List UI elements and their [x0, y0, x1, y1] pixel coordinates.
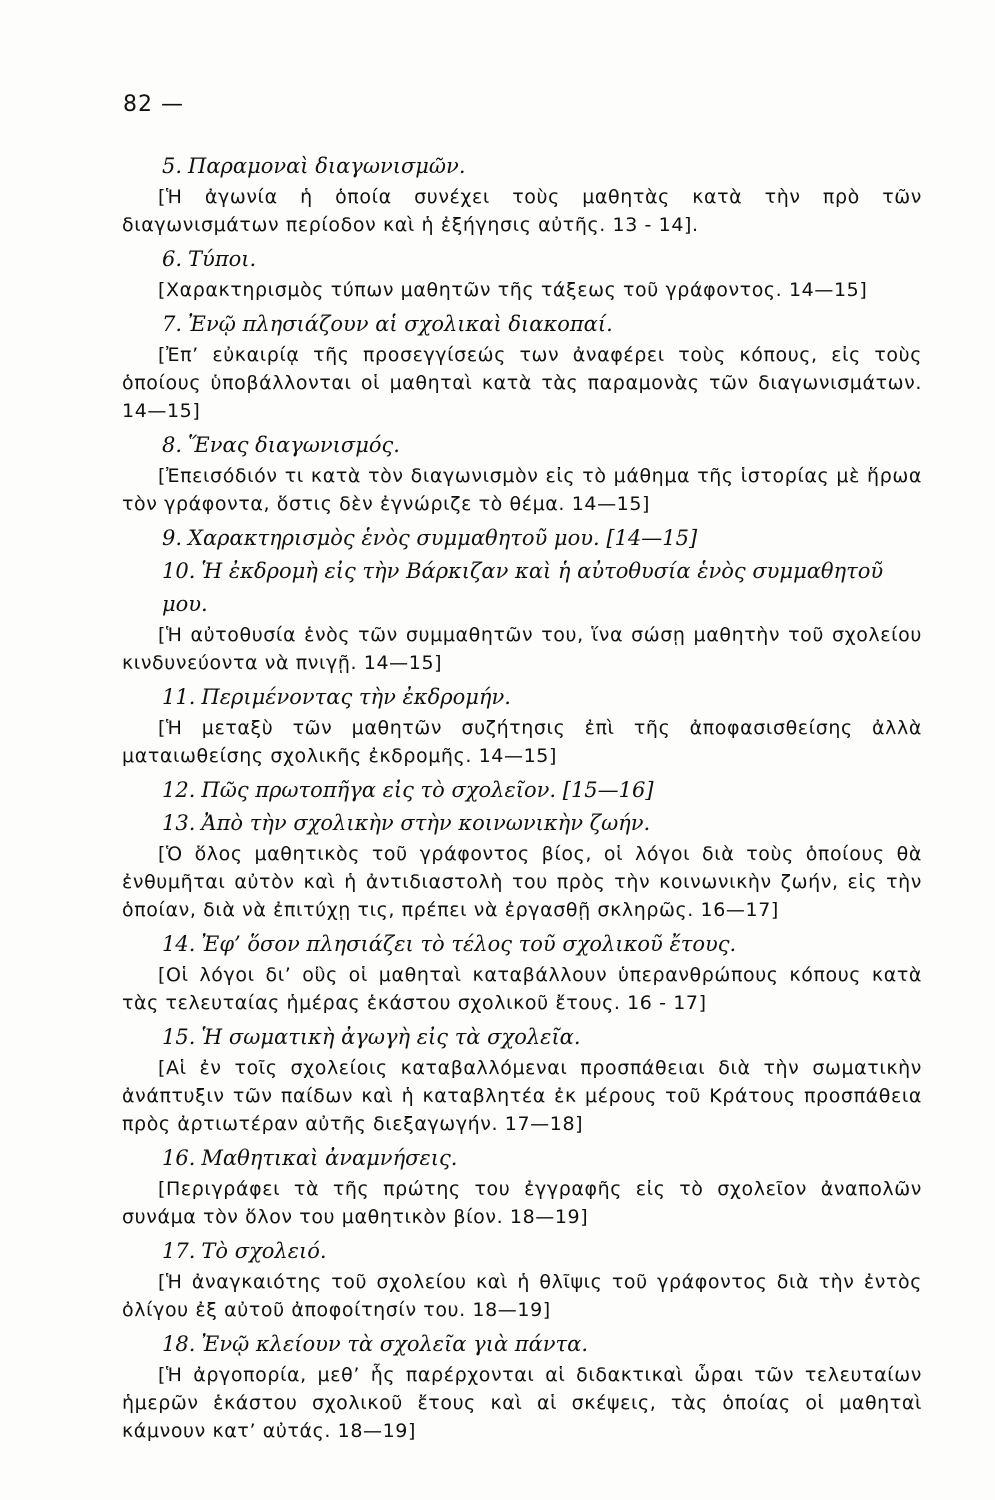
- entry-number: 5.: [162, 154, 183, 178]
- entry-item: [122, 807, 922, 924]
- entry-item: [122, 429, 922, 518]
- entry-summary: [Οἱ λόγοι δι’ οὓς οἱ μαθηταὶ καταβάλλουν ὑπερανθρώπους κόπους κατὰ τὰς τελευταίας ἡμέρας ἑκάστου σχολικοῦ ἔτους. 16 - 17]: [122, 964, 922, 1014]
- entry-item: [122, 555, 922, 677]
- entry-title-text: Ἡ ἐκδρομὴ εἰς τὴν Βάρκιζαν καὶ ἡ αὐτοθυσία ἑνὸς συμμαθητοῦ μου.: [162, 559, 884, 616]
- page-number: 82 —: [123, 92, 184, 117]
- entry-title: [122, 807, 922, 840]
- entry-list: [122, 150, 922, 1449]
- entry-title-text: Ἐνῷ πλησιάζουν αἱ σχολικαὶ διακοπαί.: [188, 312, 613, 336]
- entry-title: [122, 429, 922, 462]
- entry-number: 16.: [162, 1146, 196, 1170]
- entry-summary: [Χαρακτηρισμὸς τύπων μαθητῶν τῆς τάξεως τοῦ γράφοντος. 14—15]: [158, 279, 868, 301]
- entry-title-text: Ἡ σωματικὴ ἀγωγὴ εἰς τὰ σχολεῖα.: [201, 1025, 581, 1049]
- entry-title: [122, 1235, 922, 1268]
- entry-item: [122, 308, 922, 425]
- entry-number: 7.: [162, 312, 183, 336]
- entry-summary: [Ἐπ’ εὐκαιρίᾳ τῆς προσεγγίσεώς των ἀναφέρει τοὺς κόπους, εἰς τοὺς ὁποίους ὑποβάλλονται οἱ μαθηταὶ κατὰ τὰς παραμονὰς τῶν διαγωνισμάτων. 14—15]: [122, 344, 922, 422]
- entry-summary: [Αἱ ἐν τοῖς σχολείοις καταβαλλόμεναι προσπάθειαι διὰ τὴν σωματικὴν ἀνάπτυξιν τῶν παίδων καὶ ἡ καταβλητέα ἐκ μέρους τοῦ Κράτους προσπάθεια πρὸς ἀρτιωτέραν αὐτῆς διεξαγωγήν. 17—18]: [122, 1057, 922, 1135]
- entry-number: 9.: [162, 526, 183, 550]
- entry-item: [122, 150, 922, 239]
- entry-item: [122, 1021, 922, 1138]
- entry-title-text: Παραμοναὶ διαγωνισμῶν.: [188, 154, 466, 178]
- entry-title-text: Μαθητικαὶ ἀναμνήσεις.: [201, 1146, 458, 1170]
- entry-number: 6.: [162, 247, 183, 271]
- entry-title: [122, 681, 922, 714]
- entry-title: [122, 928, 922, 961]
- entry-summary: [Ἡ ἀγωνία ἡ ὁποία συνέχει τοὺς μαθητὰς κατὰ τὴν πρὸ τῶν διαγωνισμάτων περίοδον καὶ ἡ ἐξήγησις αὐτῆς. 13 - 14].: [122, 186, 922, 236]
- entry-number: 13.: [162, 811, 196, 835]
- entry-title: [122, 243, 922, 276]
- entry-title: [122, 522, 922, 555]
- entry-item: [122, 681, 922, 770]
- entry-title-text: Ἀπὸ τὴν σχολικὴν στὴν κοινωνικὴν ζωήν.: [201, 811, 651, 835]
- entry-number: 11.: [162, 685, 196, 709]
- entry-summary: [Περιγράφει τὰ τῆς πρώτης του ἐγγραφῆς εἰς τὸ σχολεῖον ἀναπολῶν συνάμα τὸν ὅλον του μαθητικὸν βίον. 18—19]: [122, 1178, 922, 1228]
- entry-number: 18.: [162, 1332, 196, 1356]
- entry-title-text: Ἐφ’ ὅσον πλησιάζει τὸ τέλος τοῦ σχολικοῦ ἔτους.: [201, 932, 737, 956]
- entry-summary: [Ἡ ἀργοπορία, μεθ’ ἧς παρέρχονται αἱ διδακτικαὶ ὧραι τῶν τελευταίων ἡμερῶν ἑκάστου σχολικοῦ ἔτους καὶ αἱ σκέψεις, τὰς ὁποίας οἱ μαθηταὶ κάμνουν κατ’ αὐτάς. 18—19]: [122, 1364, 922, 1442]
- entry-summary: [Ὁ ὅλος μαθητικὸς τοῦ γράφοντος βίος, οἱ λόγοι διὰ τοὺς ὁποίους θὰ ἐνθυμῆται αὐτὸν καὶ ἡ ἀντιδιαστολὴ του πρὸς τὴν κοινωνικὴν ζωήν, εἰς τὴν ὁποίαν, διὰ νὰ ἐπιτύχῃ τις, πρέπει νὰ ἐργασθῇ σκληρῶς. 16—17]: [122, 843, 922, 921]
- entry-summary: [Ἡ μεταξὺ τῶν μαθητῶν συζήτησις ἐπὶ τῆς ἀποφασισθείσης ἀλλὰ ματαιωθείσης σχολικῆς ἐκδρομῆς. 14—15]: [122, 717, 922, 767]
- entry-title: [122, 308, 922, 341]
- entry-title-text: Τύποι.: [188, 247, 257, 271]
- entry-title-text: Πῶς πρωτοπῆγα εἰς τὸ σχολεῖον. [15—16]: [201, 778, 654, 802]
- entry-title-text: Τὸ σχολειό.: [201, 1239, 327, 1263]
- entry-item: [122, 1235, 922, 1324]
- entry-number: 10.: [162, 559, 196, 583]
- entry-title-text: Ἐνῷ κλείουν τὰ σχολεῖα γιὰ πάντα.: [201, 1332, 589, 1356]
- entry-title: [122, 1328, 922, 1361]
- entry-title-text: Χαρακτηρισμὸς ἑνὸς συμμαθητοῦ μου. [14—15]: [188, 526, 698, 550]
- entry-title-text: Περιμένοντας τὴν ἐκδρομήν.: [201, 685, 511, 709]
- entry-title-text: Ἕνας διαγωνισμός.: [188, 433, 400, 457]
- entry-item: [122, 928, 922, 1017]
- entry-number: 8.: [162, 433, 183, 457]
- entry-item: [122, 243, 922, 304]
- entry-title: [122, 555, 922, 621]
- entry-number: 17.: [162, 1239, 196, 1263]
- entry-title: [122, 774, 922, 807]
- entry-summary: [Ἡ ἀναγκαιότης τοῦ σχολείου καὶ ἡ θλῖψις τοῦ γράφοντος διὰ τὴν ἐντὸς ὀλίγου ἐξ αὐτοῦ ἀποφοίτησίν του. 18—19]: [122, 1271, 922, 1321]
- entry-number: 15.: [162, 1025, 196, 1049]
- entry-number: 14.: [162, 932, 196, 956]
- entry-number: 12.: [162, 778, 196, 802]
- entry-item: [122, 1142, 922, 1231]
- entry-title: [122, 1021, 922, 1054]
- entry-item: [122, 774, 922, 807]
- entry-summary: [Ἡ αὐτοθυσία ἑνὸς τῶν συμμαθητῶν του, ἵνα σώσῃ μαθητὴν τοῦ σχολείου κινδυνεύοντα νὰ πνιγῇ. 14—15]: [122, 624, 922, 674]
- entry-summary: [Ἐπεισόδιόν τι κατὰ τὸν διαγωνισμὸν εἰς τὸ μάθημα τῆς ἱστορίας μὲ ἥρωα τὸν γράφοντα, ὅστις δὲν ἐγνώριζε τὸ θέμα. 14—15]: [122, 465, 922, 515]
- entry-item: [122, 522, 922, 555]
- entry-title: [122, 150, 922, 183]
- entry-item: [122, 1328, 922, 1445]
- entry-title: [122, 1142, 922, 1175]
